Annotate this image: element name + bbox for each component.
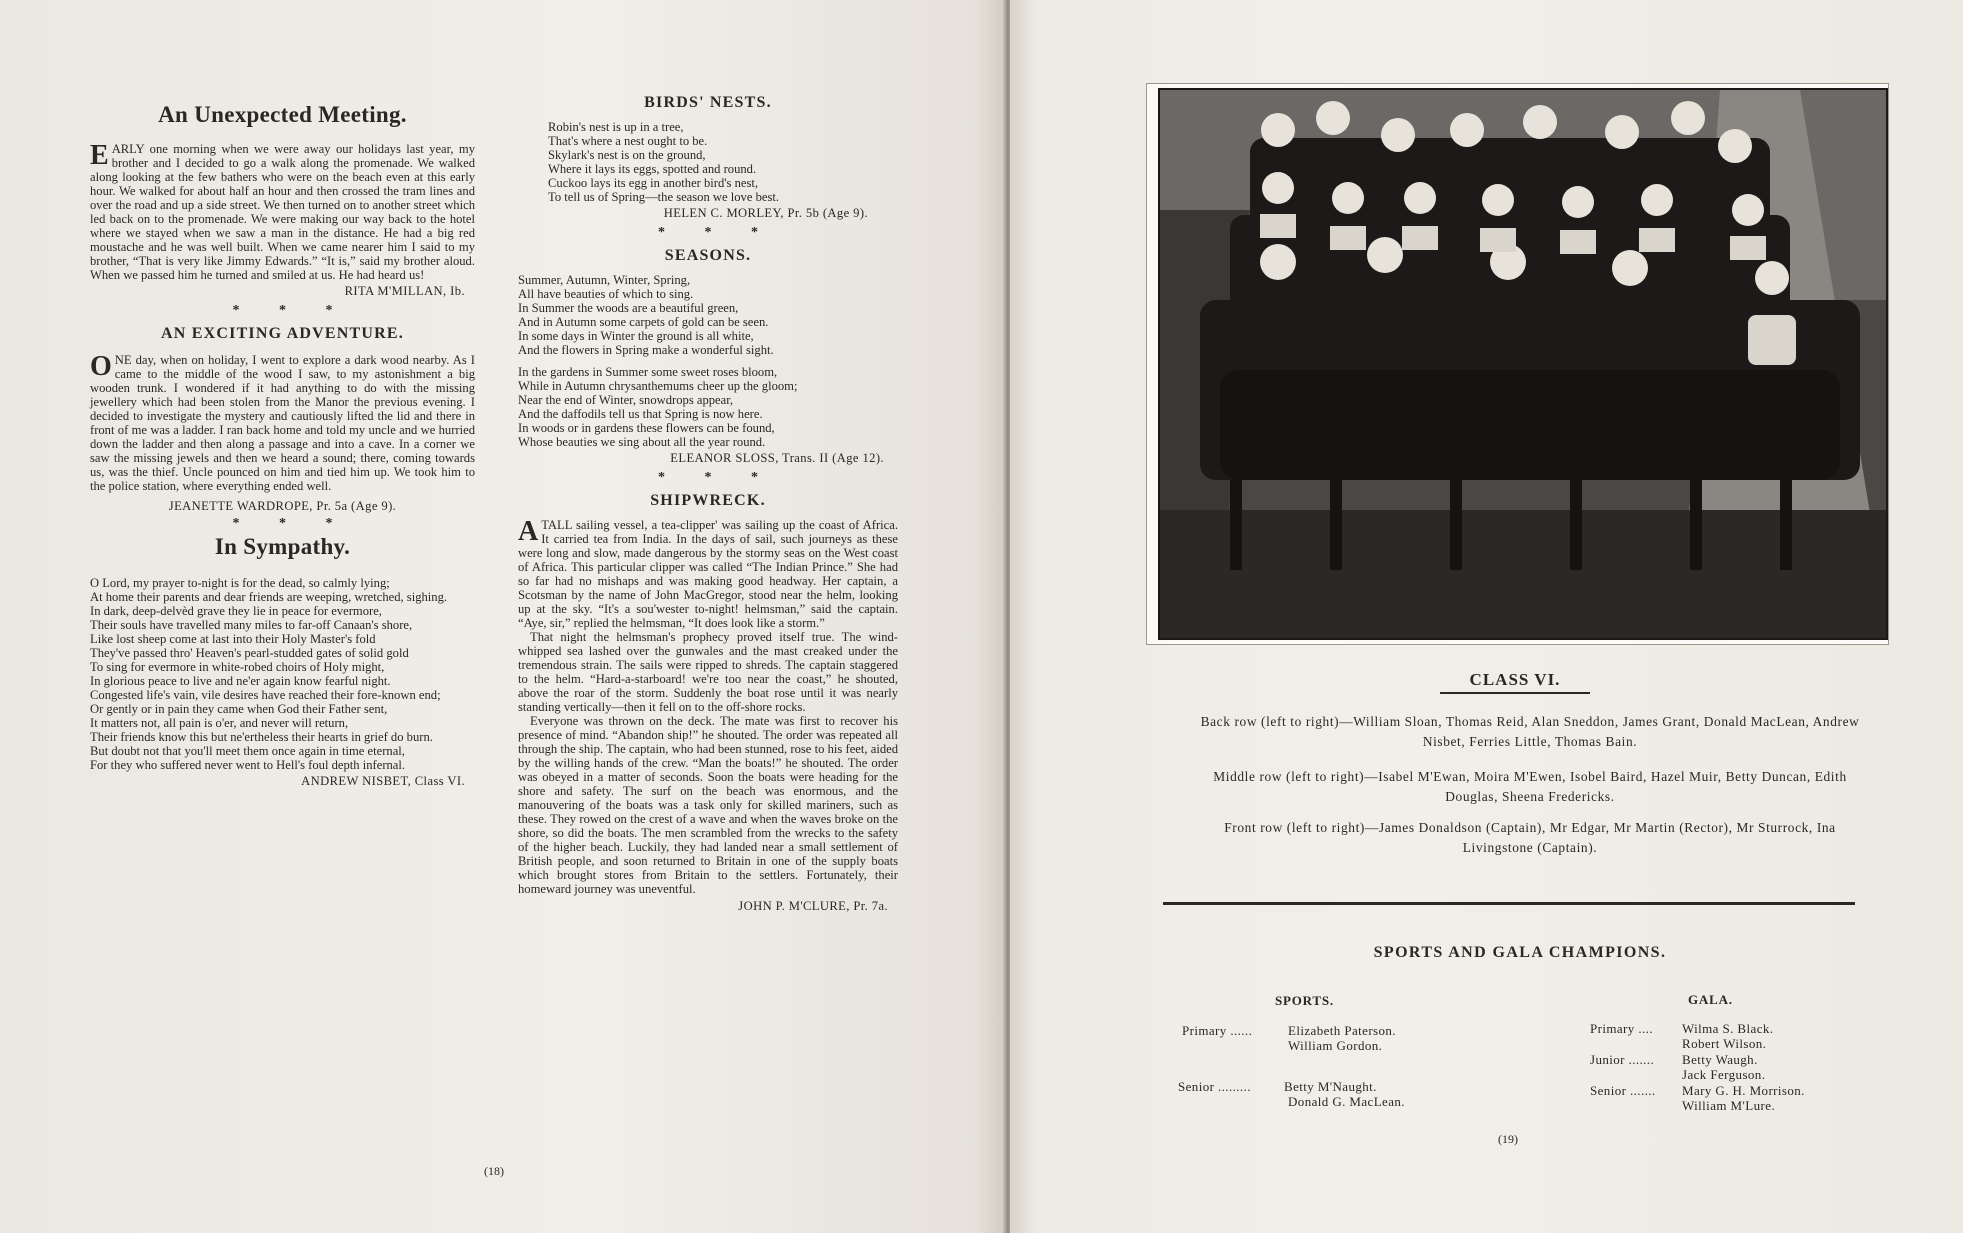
class-photo-illustration bbox=[1160, 90, 1886, 638]
champion-name: Wilma S. Black. bbox=[1682, 1021, 1774, 1036]
article-body-shipwreck: ATALL sailing vessel, a tea-clipper' was sailing up the coast of Africa. It carried tea from India. In the days of sail, such journeys as these were long and slow, made dangerous by the stormy seas on the West coast of Africa. This particular clipper was called “The Indian Prince.” She had so far had no mishaps and was making good headway. Her captain, a Scotsman by the name of John MacGregor, stood near the helm, looking up at the sky. “It's a sou'wester to-night! helmsman,” said the captain. “Aye, sir,” replied the helmsman, “It does look like a storm.” bbox=[518, 516, 898, 630]
category-label: Junior ....... bbox=[1590, 1052, 1655, 1067]
poem-line: That's where a nest ought to be. bbox=[548, 134, 708, 148]
poem-line: In some days in Winter the ground is all white, bbox=[518, 329, 754, 343]
article-title-shipwreck: SHIPWRECK. bbox=[650, 492, 766, 509]
author-signature: HELEN C. MORLEY, Pr. 5b (Age 9). bbox=[663, 206, 868, 220]
horizontal-rule bbox=[1163, 902, 1855, 905]
poem-line: It matters not, all pain is o'er, and never will return, bbox=[90, 716, 349, 730]
poem-line: In Summer the woods are a beautiful green, bbox=[518, 301, 739, 315]
poem-line: While in Autumn chrysanthemums cheer up the gloom; bbox=[518, 379, 798, 393]
poem-in-sympathy bbox=[90, 576, 475, 772]
poem-line: Summer, Autumn, Winter, Spring, bbox=[518, 273, 691, 287]
poem-line: Or gently or in pain they came when God their Father sent, bbox=[90, 702, 388, 716]
section-divider-stars: * * * bbox=[658, 470, 776, 485]
author-signature: JEANETTE WARDROPE, Pr. 5a (Age 9). bbox=[168, 499, 397, 513]
champion-name: Donald G. MacLean. bbox=[1288, 1094, 1405, 1109]
poem-title-in-sympathy: In Sympathy. bbox=[214, 534, 351, 559]
poem-line: In the gardens in Summer some sweet roses bloom, bbox=[518, 365, 778, 379]
champion-name: Robert Wilson. bbox=[1682, 1036, 1767, 1051]
champion-name: Mary G. H. Morrison. bbox=[1682, 1083, 1805, 1098]
page-number: (18) bbox=[484, 1164, 504, 1178]
section-divider-stars: * * * bbox=[658, 225, 776, 240]
author-signature: ANDREW NISBET, Class VI. bbox=[301, 774, 465, 788]
poem-seasons bbox=[518, 273, 898, 449]
champion-name: Elizabeth Paterson. bbox=[1288, 1023, 1396, 1038]
gala-junior bbox=[1590, 1052, 1850, 1082]
poem-line: In dark, deep-delvèd grave they lie in peace for evermore, bbox=[90, 604, 382, 618]
drop-cap: O bbox=[90, 351, 112, 382]
champion-name: William M'Lure. bbox=[1682, 1098, 1776, 1113]
gala-senior bbox=[1590, 1083, 1870, 1113]
class-photograph bbox=[1158, 88, 1888, 640]
poem-line: They've passed thro' Heaven's pearl-studded gates of solid gold bbox=[90, 646, 409, 660]
poem-line: And in Autumn some carpets of gold can be seen. bbox=[518, 315, 769, 329]
poem-line: Their friends know this but ne'ertheless their hearts in grief do burn. bbox=[90, 730, 433, 744]
poem-line: O Lord, my prayer to-night is for the dead, so calmly lying; bbox=[90, 576, 390, 590]
poem-line: Cuckoo lays its egg in another bird's nest, bbox=[548, 176, 759, 190]
poem-line: Near the end of Winter, snowdrops appear, bbox=[518, 393, 734, 407]
poem-line: But doubt not that you'll meet them once again in time eternal, bbox=[90, 744, 405, 758]
author-signature: RITA M'MILLAN, Ib. bbox=[344, 284, 465, 298]
section-divider-stars: * * * bbox=[232, 516, 351, 531]
poem-line: All have beauties of which to sing. bbox=[518, 287, 694, 301]
gala-heading: GALA. bbox=[1688, 992, 1733, 1007]
author-signature: JOHN P. M'CLURE, Pr. 7a. bbox=[738, 899, 888, 913]
poem-line: Where it lays its eggs, spotted and round. bbox=[548, 162, 757, 176]
champion-name: Betty Waugh. bbox=[1682, 1052, 1758, 1067]
drop-cap: E bbox=[90, 140, 109, 171]
poem-line: For they who suffered never went to Hell's foul depth infernal. bbox=[90, 758, 406, 772]
caption-middle-row: Middle row (left to right)—Isabel M'Ewan, Moira M'Ewen, Isobel Baird, Hazel Muir, Betty Duncan, Edith Douglas, Sheena Fredericks. bbox=[1213, 769, 1847, 804]
gala-primary bbox=[1590, 1021, 1850, 1051]
poem-line: In glorious peace to live and ne'er again know fearful night. bbox=[90, 674, 391, 688]
poem-line: Like lost sheep come at last into their Holy Master's fold bbox=[90, 632, 376, 646]
category-label: Primary ...... bbox=[1182, 1023, 1253, 1038]
caption-back-row: Back row (left to right)—William Sloan, Thomas Reid, Alan Sneddon, James Grant, Donald MacLean, Andrew Nisbet, Ferries Little, Thomas Bain. bbox=[1200, 714, 1860, 749]
left-column bbox=[90, 102, 475, 789]
poem-line: At home their parents and dear friends are weeping, wretched, sighing. bbox=[90, 590, 448, 604]
champions-title: SPORTS AND GALA CHAMPIONS. bbox=[1373, 944, 1667, 961]
page-number: (19) bbox=[1498, 1132, 1518, 1146]
category-label: Senior ......... bbox=[1178, 1079, 1251, 1094]
poem-line: Whose beauties we sing about all the year round. bbox=[518, 435, 766, 449]
poem-line: And the daffodils tell us that Spring is now here. bbox=[518, 407, 763, 421]
article-body-shipwreck: Everyone was thrown on the deck. The mate was first to recover his presence of mind. “Abandon ship!” he shouted. The order was repeated all through the ship. The captain, who had been stunned, rose to his feet, aided by the willing hands of the crew. “Man the boats!” he shouted. The order was obeyed in a matter of seconds. Soon the boats were heading for the shore and safety. The surf on the beach was enormous, and the manouvering of the boats was a task only for skilled mariners, such as these. They rowed on the crest of a wave and when the waves broke on the shore, so did the boats. The men scrambled from the wrecks to the safety of the higher beach. Luckily, they had landed near a small settlement of British people, and soon returned to Britain in one of the supply boats which brought stores from Britain to the settlers. Fortunately, their homeward journey was uneventful. bbox=[518, 714, 898, 896]
category-label: Primary .... bbox=[1590, 1021, 1653, 1036]
poem-line: Congested life's vain, vile desires have reached their fore-known end; bbox=[90, 688, 441, 702]
poem-line: And the flowers in Spring make a wonderful sight. bbox=[518, 343, 774, 357]
champion-name: William Gordon. bbox=[1288, 1038, 1383, 1053]
section-divider-stars: * * * bbox=[232, 303, 351, 318]
drop-cap: A bbox=[518, 516, 539, 547]
poem-title-seasons: SEASONS. bbox=[664, 247, 752, 264]
article-title-exciting-adventure: AN EXCITING ADVENTURE. bbox=[161, 325, 404, 342]
right-column bbox=[518, 94, 898, 914]
poem-line: Robin's nest is up in a tree, bbox=[548, 120, 684, 134]
author-signature: ELEANOR SLOSS, Trans. II (Age 12). bbox=[670, 451, 884, 465]
poem-line: To sing for evermore in white-robed choirs of Holy might, bbox=[90, 660, 385, 674]
poem-line: To tell us of Spring—the season we love best. bbox=[548, 190, 780, 204]
champion-name: Jack Ferguson. bbox=[1682, 1067, 1766, 1082]
sports-primary bbox=[1182, 1023, 1462, 1053]
poem-line: In woods or in gardens these flowers can be found, bbox=[518, 421, 775, 435]
sports-heading: SPORTS. bbox=[1275, 993, 1334, 1008]
article-body-shipwreck: That night the helmsman's prophecy proved itself true. The wind-whipped sea lashed over the gunwales and the mast creaked under the tremendous strain. The sails were ripped to shreds. The captain staggered to the helm. “Hard-a-starboard! we're too near the coast,” he shouted, above the roar of the storm. Suddenly the boat rose until it was nearly standing vertically—then it fell on to the off-shore rocks. bbox=[518, 630, 898, 714]
sports-senior bbox=[1178, 1079, 1468, 1109]
article-body-unexpected-meeting: EARLY one morning when we were away our holidays last year, my brother and I decided to go a walk along the promenade. We walked along looking at the few bathers who were on the beach even at this early hour. We walked for about half an hour and then crossed the tram lines and over the road and up a side street. We then turned on to another street which led back on to the promenade. We were making our way back to the hotel where we stayed when we saw a man in the distance. He had a big red moustache and he was well built. When we came nearer him I said to my brother, “That is very like Jimmy Edwards.” “It is,” said my brother aloud. When we passed him he turned and smiled at us. He had heard us! bbox=[90, 140, 475, 282]
poem-title-birds-nests: BIRDS' NESTS. bbox=[644, 94, 772, 111]
caption-front-row: Front row (left to right)—James Donaldson (Captain), Mr Edgar, Mr Martin (Rector), Mr Sturrock, Ina Livingstone (Captain). bbox=[1224, 820, 1836, 855]
poem-line: Their souls have travelled many miles to far-off Canaan's shore, bbox=[90, 618, 413, 632]
poem-line: Skylark's nest is on the ground, bbox=[548, 148, 706, 162]
article-title-unexpected-meeting: An Unexpected Meeting. bbox=[158, 102, 407, 127]
poem-birds-nests bbox=[518, 120, 898, 204]
category-label: Senior ....... bbox=[1590, 1083, 1656, 1098]
photo-caption-title: CLASS VI. bbox=[1440, 670, 1590, 694]
article-body-exciting-adventure: ONE day, when on holiday, I went to explore a dark wood nearby. As I came to the middle of the wood I saw, to my astonishment a big wooden trunk. I wondered if it had anything to do with the missing jewellery which had been stolen from the Manor the previous evening. I decided to investigate the mystery and cautiously lifted the lid and there in front of me was a ladder. I ran back home and told my uncle and we hurried down the ladder and then along a passage and into a cave. In a corner we saw the missing jewels and then we heard a sound; there, coming towards us, was the thief. Uncle pounced on him and tied him up. We took him to the police station, where everything ended well. bbox=[90, 351, 475, 493]
champion-name: Betty M'Naught. bbox=[1284, 1079, 1377, 1094]
